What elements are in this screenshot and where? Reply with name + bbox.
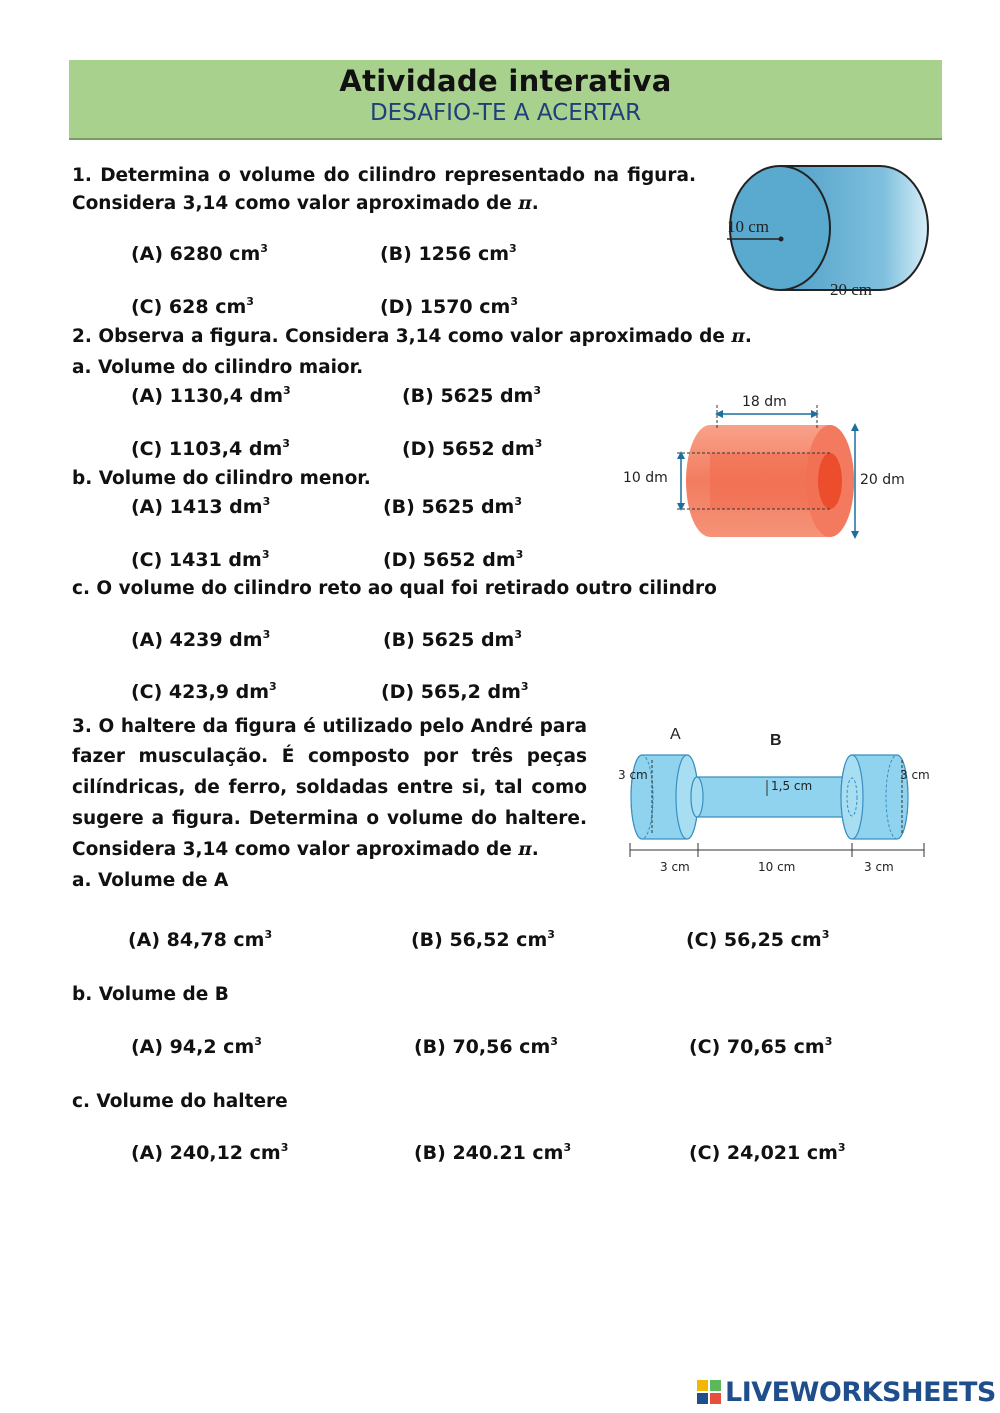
q1-option-c-sup: 3 — [246, 295, 254, 308]
q3b-option-b[interactable] — [414, 1036, 558, 1058]
q3-label-a: A — [670, 726, 681, 743]
q2b-option-d[interactable] — [383, 549, 523, 571]
q2b-option-a-label: (A) 1413 dm — [131, 496, 263, 518]
q3-line5 — [72, 835, 539, 865]
q3-line3: cilíndricas, de ferro, soldadas entre si, tal como — [72, 777, 587, 798]
q2-intro-text: 2. Observa a figura. Considera 3,14 como valor aproximado de — [72, 326, 725, 347]
q2-left-arrow-up — [677, 451, 685, 459]
q2a-option-a-label: (A) 1130,4 dm — [131, 385, 284, 407]
q3-bar-b-face — [691, 777, 703, 817]
q2-top-arrow-left — [715, 410, 723, 418]
q2c-option-c[interactable] — [131, 681, 277, 703]
liveworksheets-logo[interactable] — [697, 1377, 996, 1407]
q2b-option-a-sup: 3 — [262, 495, 271, 508]
q2a-option-b[interactable] — [402, 385, 541, 407]
logo-mark-icon — [697, 1380, 721, 1404]
q1-option-c-label: (C) 628 cm — [131, 296, 247, 318]
q2-pi: π — [731, 326, 745, 347]
q3-bottom-right-label: 3 cm — [864, 860, 894, 874]
q3b-option-c-sup: 3 — [824, 1035, 833, 1048]
q1-line1: 1. Determina o volume do cilindro representado na figura. — [72, 165, 696, 186]
q2c-option-b[interactable] — [383, 629, 522, 651]
q1-option-a-sup: 3 — [260, 242, 268, 255]
q3-cylinder-right-face — [841, 755, 863, 839]
q2c-option-c-label: (C) 423,9 dm — [131, 681, 270, 703]
q3a-option-a-sup: 3 — [264, 928, 273, 941]
q3-label-b: B — [770, 732, 782, 749]
q1-line2 — [72, 189, 696, 219]
q2b-option-d-label: (D) 5652 dm — [383, 549, 516, 571]
q3-right-height-label: 3 cm — [900, 768, 930, 782]
q2a-option-b-label: (B) 5625 dm — [402, 385, 534, 407]
q3-line4: sugere a figura. Determina o volume do haltere. — [72, 808, 587, 829]
logo-text: LIVEWORKSHEETS — [725, 1376, 996, 1408]
q2c-option-d-label: (D) 565,2 dm — [381, 681, 521, 703]
q2a-option-c[interactable] — [131, 438, 290, 460]
q2a-option-a-sup: 3 — [283, 384, 291, 397]
q1-option-b-sup: 3 — [509, 242, 517, 255]
q2-top-label: 18 dm — [742, 394, 787, 410]
q3b-option-c-label: (C) 70,65 cm — [689, 1036, 825, 1058]
q2c-option-b-label: (B) 5625 dm — [383, 629, 515, 651]
q3-dot: . — [531, 839, 539, 860]
q1-option-c[interactable] — [131, 296, 254, 318]
q1-line2-text: Considera 3,14 como valor aproximado de — [72, 193, 512, 214]
q2c-option-c-sup: 3 — [269, 680, 277, 693]
page-subtitle: DESAFIO-TE A ACERTAR — [369, 100, 642, 126]
q1-option-b[interactable] — [380, 243, 517, 265]
q1-option-d[interactable] — [380, 296, 518, 318]
q2a-option-a[interactable] — [131, 385, 291, 407]
q3-dumbbell-figure — [612, 720, 942, 880]
q2-top-arrow-right — [811, 410, 819, 418]
q3a-option-c[interactable] — [686, 929, 829, 951]
q2b-option-d-sup: 3 — [515, 548, 524, 561]
q3-line2: fazer musculação. É composto por três peças — [72, 746, 587, 767]
q2a-option-b-sup: 3 — [533, 384, 542, 397]
q1-option-d-sup: 3 — [510, 295, 518, 308]
q2a-option-d-sup: 3 — [534, 437, 543, 450]
q2-right-arrow-up — [851, 423, 859, 431]
q3b-option-a-sup: 3 — [254, 1035, 262, 1048]
q2-right-label: 20 dm — [860, 472, 905, 488]
q3-left-height-label: 3 cm — [618, 768, 648, 782]
q2c-option-a-sup: 3 — [262, 628, 271, 641]
q3c-option-c-label: (C) 24,021 cm — [689, 1142, 838, 1164]
q2c-option-d[interactable] — [381, 681, 529, 703]
q3b-option-b-label: (B) 70,56 cm — [414, 1036, 551, 1058]
q1-option-a[interactable] — [131, 243, 268, 265]
q3-bar-diameter-label: 1,5 cm — [771, 779, 813, 793]
q3a-option-b[interactable] — [411, 929, 555, 951]
q3a-option-c-label: (C) 56,25 cm — [686, 929, 822, 951]
q3a-option-a-label: (A) 84,78 cm — [128, 929, 265, 951]
q1-radius-label: 10 cm — [727, 217, 770, 236]
q2c-option-d-sup: 3 — [520, 680, 529, 693]
q2a-option-c-label: (C) 1103,4 dm — [131, 438, 283, 460]
q3b-prompt: b. Volume de B — [72, 984, 229, 1005]
q2b-option-b[interactable] — [383, 496, 522, 518]
q3-line1: 3. O haltere da figura é utilizado pelo André para — [72, 716, 587, 737]
q2b-option-b-label: (B) 5625 dm — [383, 496, 515, 518]
q2b-option-b-sup: 3 — [514, 495, 523, 508]
q3c-option-b-label: (B) 240.21 cm — [414, 1142, 564, 1164]
q2c-option-a[interactable] — [131, 629, 270, 651]
q3-bottom-mid-label: 10 cm — [758, 860, 796, 874]
q1-option-a-label: (A) 6280 cm — [131, 243, 261, 265]
q3c-prompt: c. Volume do haltere — [72, 1091, 288, 1112]
q2-inner-cylinder — [710, 453, 830, 509]
q1-pi: π — [518, 193, 532, 214]
q3c-option-a-sup: 3 — [280, 1141, 289, 1154]
q2a-option-d-label: (D) 5652 dm — [402, 438, 535, 460]
q1-height-label: 20 cm — [830, 280, 873, 299]
q3b-option-a-label: (A) 94,2 cm — [131, 1036, 255, 1058]
q3a-option-b-sup: 3 — [547, 928, 555, 941]
q2a-option-d[interactable] — [402, 438, 542, 460]
q3c-option-a-label: (A) 240,12 cm — [131, 1142, 281, 1164]
q3c-option-c-sup: 3 — [837, 1141, 846, 1154]
q3c-option-a[interactable] — [131, 1142, 288, 1164]
q3b-option-b-sup: 3 — [550, 1035, 558, 1048]
q2-dot: . — [744, 326, 752, 347]
q3c-option-b[interactable] — [414, 1142, 571, 1164]
q3-line5-text: Considera 3,14 como valor aproximado de — [72, 839, 512, 860]
q2b-option-c-sup: 3 — [261, 548, 270, 561]
q3-bottom-left-label: 3 cm — [660, 860, 690, 874]
q2-right-arrow-down — [851, 531, 859, 539]
q1-cylinder-figure — [715, 160, 940, 305]
q2-hollow-cylinder-figure — [615, 385, 920, 550]
q3c-option-c[interactable] — [689, 1142, 846, 1164]
q2b-option-a[interactable] — [131, 496, 270, 518]
q1-option-d-label: (D) 1570 cm — [380, 296, 511, 318]
q1-center-dot — [779, 237, 784, 242]
q3a-option-a[interactable] — [128, 929, 272, 951]
q2-left-arrow-down — [677, 503, 685, 511]
q1-option-b-label: (B) 1256 cm — [380, 243, 510, 265]
q3a-option-b-label: (B) 56,52 cm — [411, 929, 548, 951]
q2b-prompt: b. Volume do cilindro menor. — [72, 468, 371, 489]
q3c-option-b-sup: 3 — [563, 1141, 572, 1154]
q2b-option-c[interactable] — [131, 549, 269, 571]
q2-inner-face — [818, 453, 842, 509]
q2a-option-c-sup: 3 — [282, 437, 290, 450]
q2c-option-b-sup: 3 — [514, 628, 523, 641]
q3a-prompt: a. Volume de A — [72, 870, 229, 891]
q3a-option-c-sup: 3 — [821, 928, 830, 941]
q2b-option-c-label: (C) 1431 dm — [131, 549, 262, 571]
q3b-option-a[interactable] — [131, 1036, 262, 1058]
q2c-prompt: c. O volume do cilindro reto ao qual foi retirado outro cilindro — [72, 578, 717, 599]
page-title: Atividade interativa — [339, 64, 672, 98]
q1-dot: . — [531, 193, 539, 214]
q2-intro — [72, 322, 752, 352]
q2-left-label: 10 dm — [623, 470, 668, 486]
q2a-prompt: a. Volume do cilindro maior. — [72, 357, 364, 378]
q3b-option-c[interactable] — [689, 1036, 832, 1058]
q3-pi: π — [518, 839, 532, 860]
header-banner — [69, 60, 942, 140]
q2c-option-a-label: (A) 4239 dm — [131, 629, 263, 651]
